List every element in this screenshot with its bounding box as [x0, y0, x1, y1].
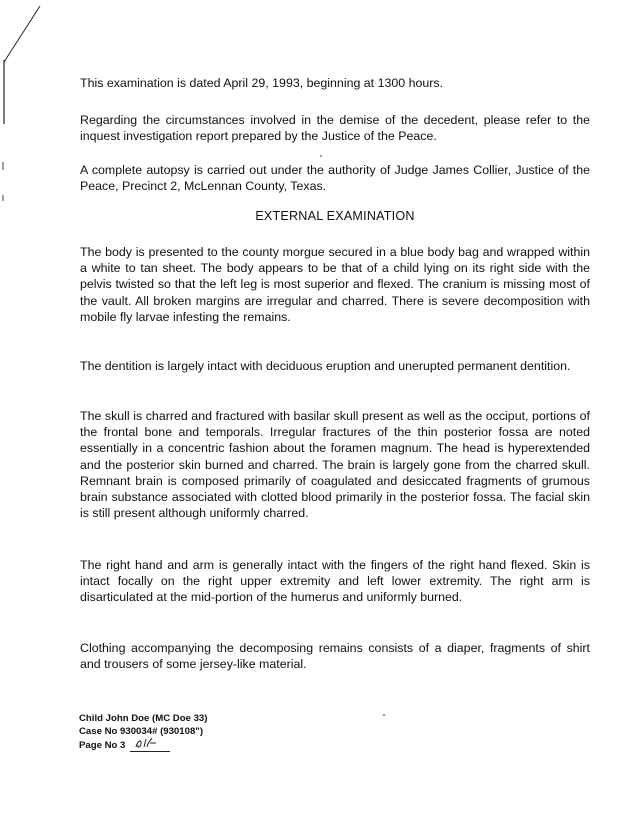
authority-paragraph: A complete autopsy is carried out under the authority of Judge James Collier, Justice of the Peace, Precinct 2, McLennan County, Texas.: [80, 163, 590, 194]
scan-speck: [320, 155, 322, 157]
footer-page-line: [79, 739, 207, 752]
footer-block: [79, 712, 207, 752]
section-heading: EXTERNAL EXAMINATION: [255, 209, 415, 223]
exam-date-paragraph: This examination is dated April 29, 1993, beginning at 1300 hours.: [80, 76, 444, 90]
scan-speck: [383, 714, 385, 716]
footer-case-number: Case No 930034# (930108"): [79, 726, 204, 738]
scan-artifact-lines: [0, 0, 60, 220]
footer-page-number: Page No 3: [79, 739, 126, 751]
dentition-paragraph: The dentition is largely intact with deciduous eruption and unerupted permanent dentition.: [80, 359, 571, 373]
footer-case-name: Child John Doe (MC Doe 33): [79, 713, 208, 724]
clothing-paragraph: Clothing accompanying the decomposing remains consists of a diaper, fragments of shirt and trousers of some jersey-like material.: [80, 641, 590, 672]
circumstances-paragraph: Regarding the circumstances involved in the demise of the decedent, please refer to the inquest investigation report prepared by the Justice of the Peace.: [80, 113, 590, 144]
handwritten-initials: [130, 740, 170, 752]
body-presentation-paragraph: The body is presented to the county morgue secured in a blue body bag and wrapped within a white to tan sheet. The body appears to be that of a child lying on its right side with the pelvis twisted so that the left leg is most superior and flexed. The cranium is missing most of the vault. All broken margins are irregular and charred. There is severe decomposition with mobile fly larvae infesting the remains.: [80, 245, 590, 324]
right-arm-paragraph: The right hand and arm is generally intact with the fingers of the right hand flexed. Skin is intact focally on the right upper extremity and left lower extremity. The right arm is disarticulated at the mid-portion of the humerus and uniformly burned.: [80, 558, 590, 605]
skull-paragraph: The skull is charred and fractured with basilar skull present as well as the occiput, portions of the frontal bone and temporals. Irregular fractures of the thin posterior fossa are noted essentially in a concentric fashion about the foramen magnum. The head is hyperextended and the posterior skin burned and charred. The brain is largely gone from the charred skull. Remnant brain is composed primarily of coagulated and desiccated fragments of grumous brain substance associated with clotted blood primarily in the posterior fossa. The facial skin is still present although uniformly charred.: [80, 409, 590, 521]
